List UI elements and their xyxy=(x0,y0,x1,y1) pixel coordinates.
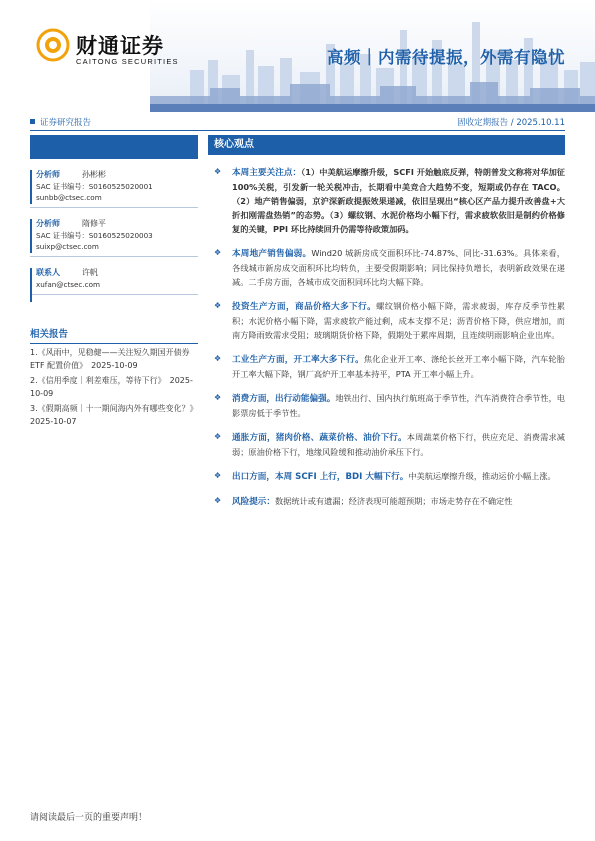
square-bullet-icon xyxy=(30,119,35,124)
contact-card xyxy=(30,267,198,290)
disclaimer-note: 请阅读最后一页的重要声明！ xyxy=(30,813,148,823)
analyst-name: 隋修平 xyxy=(82,219,106,228)
analyst-cert: SAC 证书编号：S0160525020001 xyxy=(36,182,153,191)
logo-mark-icon xyxy=(36,28,70,62)
report-title: 高频｜内需待提振，外需有隐忧 xyxy=(327,48,565,67)
analyst-role: 分析师 xyxy=(36,219,60,228)
sidebar-header-band xyxy=(30,135,198,159)
divider xyxy=(30,256,198,257)
contact-email[interactable]: xufan@ctsec.com xyxy=(36,280,101,289)
diamond-bullet-icon: ❖ xyxy=(214,432,222,441)
analyst-sidebar xyxy=(30,135,198,295)
analyst-name: 孙彬彬 xyxy=(82,170,106,179)
diamond-bullet-icon: ❖ xyxy=(214,393,222,402)
report-subbar xyxy=(30,114,565,130)
diamond-bullet-icon: ❖ xyxy=(214,471,222,480)
analyst-card xyxy=(30,169,198,203)
diamond-bullet-icon: ❖ xyxy=(214,354,222,363)
analyst-card xyxy=(30,218,198,252)
core-view-item: ❖ 出口方面，本周 SCFI 上行，BDI 大幅下行。中美航运摩擦升级，推动运价小幅上涨。 xyxy=(214,471,556,482)
core-view-item: ❖ 本周地产销售偏弱。Wind20 城新房成交面积环比-74.87%、同比-31.63%。具体来看，各线城市新房成交面积环比均转负，主要受假期影响；同比保持负增长，表明新政效果在递减。二手房方面，各城市成交面积同环比均大幅下降。 xyxy=(214,248,565,287)
diamond-bullet-icon: ❖ xyxy=(214,301,222,310)
contact-role: 联系人 xyxy=(36,268,60,277)
analyst-email[interactable]: suixp@ctsec.com xyxy=(36,242,99,251)
related-report-link[interactable]: 3.《假期高频｜十一期间海内外有哪些变化？》 2025-10-07 xyxy=(30,404,202,426)
contact-name: 许帆 xyxy=(82,268,98,277)
divider xyxy=(30,130,565,131)
report-category: 证券研究报告 xyxy=(30,116,91,128)
company-logo xyxy=(36,28,196,74)
related-report-link[interactable]: 2.《信用季度｜利差难压，等待下行》 2025-10-09 xyxy=(30,376,193,398)
diamond-bullet-icon: ❖ xyxy=(214,248,222,257)
diamond-bullet-icon: ❖ xyxy=(214,167,222,176)
core-views-title: 核心观点 xyxy=(208,135,565,155)
diamond-bullet-icon: ❖ xyxy=(214,496,222,505)
core-views-list xyxy=(208,165,565,509)
related-report-link[interactable]: 1.《风雨中，见稳健——关注短久期国开债券 ETF 配置价值》 2025-10-09 xyxy=(30,348,190,370)
analyst-cert: SAC 证书编号：S0160525020003 xyxy=(36,231,153,240)
core-view-item: ❖ 风险提示：数据统计或有遗漏；经济表现可能超预期；市场走势存在不确定性 xyxy=(214,496,513,507)
core-view-item: ❖ 消费方面，出行动能偏强。地铁出行、国内执行航班高于季节性，汽车消费符合季节性，电影票房低于季节性。 xyxy=(214,393,565,418)
divider xyxy=(30,207,198,208)
analyst-email[interactable]: sunbb@ctsec.com xyxy=(36,193,102,202)
page-header xyxy=(0,0,595,112)
related-reports xyxy=(30,326,202,428)
logo-text-en: CAITONG SECURITIES xyxy=(76,57,179,66)
analyst-role: 分析师 xyxy=(36,170,60,179)
core-view-item: ❖ 通胀方面，猪肉价格、蔬菜价格、油价下行。本周蔬菜价格下行，供应充足、消费需求减弱；原油价格下行，地缘风险缓和推动油价承压下行。 xyxy=(214,432,565,457)
divider xyxy=(30,294,198,295)
related-reports-title: 相关报告 xyxy=(30,326,198,344)
report-type-date: 固收定期报告 / 2025.10.11 xyxy=(457,118,565,128)
core-view-item: ❖ 投资生产方面，商品价格大多下行。螺纹钢价格小幅下降，需求疲弱，库存反季节性累积；水泥价格小幅下降，需求疲软产能过剩，成本支撑不足；沥青价格下降，供应增加，而南方降雨致需求受阻；玻璃期货价格下降，假期处于累库周期，且连续明雨影响企业出库。 xyxy=(214,301,565,340)
logo-text-cn: 财通证券 xyxy=(76,34,164,58)
core-view-item: ❖ 本周主要关注点：（1）中美航运摩擦升级，SCFI 开始触底反弹，特朗普发文称将对华加征 100%关税，引发新一轮关税冲击，长期看中美竞合大趋势不变，短期或仍存在 TACO。（2）地产销售偏弱，京沪深新政提振效果递减，依旧呈现出“核心区产品力提升改善盘+大折扣刚需盘热销”的态势。（3）螺纹钢、水泥价格均小幅下行，需求疲软依旧是制约价格修复的关键，PPI 环比持续回升仍需等待政策加码。 xyxy=(214,167,565,234)
core-views-section xyxy=(208,135,565,519)
core-view-item: ❖ 工业生产方面，开工率大多下行。焦化企业开工率、涤纶长丝开工率小幅下降，汽车轮胎开工率大幅下降，钢厂高炉开工率基本持平，PTA 开工率小幅上升。 xyxy=(214,354,565,379)
